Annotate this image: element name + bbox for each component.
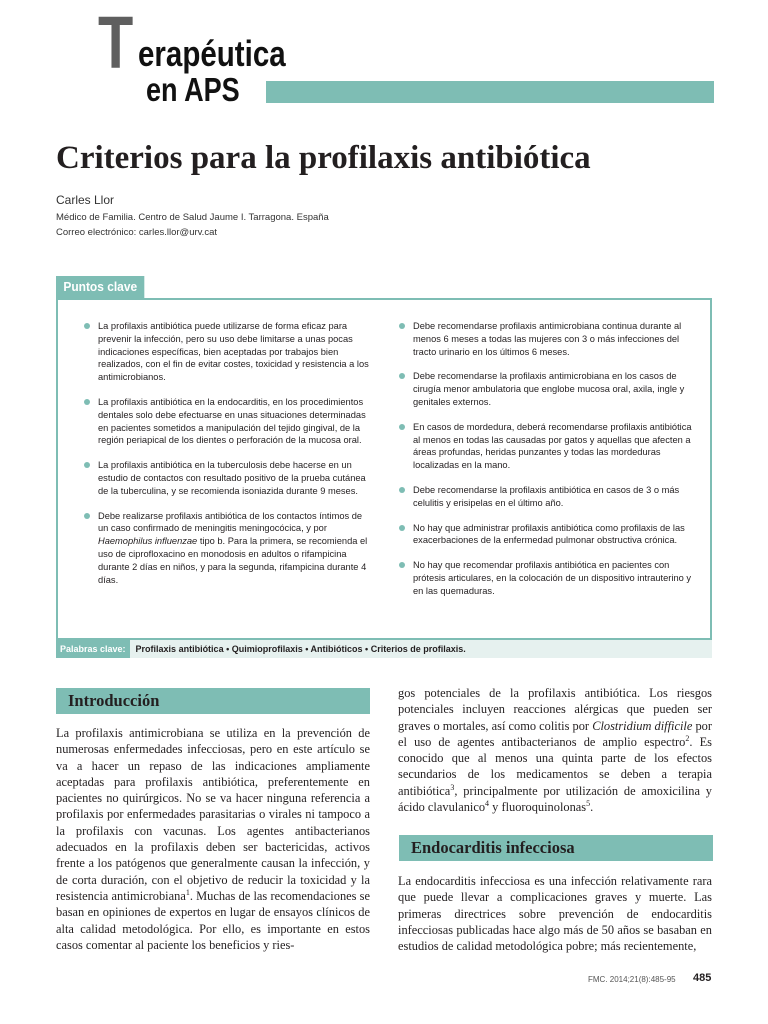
endocarditis-paragraph: La endocarditis infecciosa es una infección relativamente rara que puede llevar a complicaciones graves y muerte. Las primeras directrices sobre prevención de endocarditis infecciosas publicadas hace algo más de 50 años se basaban en estudios de calidad metodológica pobre; más recientemente,	[398, 874, 712, 954]
body-text: .	[590, 800, 594, 815]
body-text: gos potenciales de la profilaxis antibiótica. Los riesgos potenciales incluyen reacciones alérgicas que pueden ser graves o mortales, así como colitis por	[398, 686, 712, 733]
body-text: por el uso de agentes antibacterianos de amplio espectro	[398, 718, 713, 749]
bullet-icon	[399, 424, 405, 430]
key-point-item	[84, 320, 369, 384]
key-points-left-column	[84, 320, 369, 598]
bullet-icon	[399, 323, 405, 329]
bullet-icon	[84, 323, 90, 329]
masthead-accent-bar	[266, 81, 714, 103]
key-point-item	[399, 559, 699, 597]
reference-mark: 1	[185, 887, 190, 897]
intro-text: La profilaxis antimicrobiana se utiliza en la prevención de numerosas enfermedades infecciosas, pero en este artículo se va a hacer un repaso de las indicaciones ampliamente aceptadas para profilaxis antibiótica, preferentemente en pacientes no quirúrgicos. No se va hacer ninguna referencia a profilaxis por enfermedades parasitarias o virales ni tampoco a la profilaxis con vacunas. Los agentes antibacterianos adecuados en la profilaxis deben ser bactericidas, activos frente a los patógenos que generalmente causan la infección, y de corta duración, con el objetivo de reducir la toxicidad y la resistencia antimicrobiana	[56, 726, 370, 903]
intro-paragraph	[56, 725, 370, 953]
key-point-item	[399, 522, 699, 548]
masthead-line1: erapéutica	[138, 33, 286, 74]
key-point-item	[399, 484, 699, 510]
author-email: Correo electrónico: carles.llor@urv.cat	[56, 227, 217, 238]
key-point-item	[399, 421, 699, 472]
bullet-icon	[84, 513, 90, 519]
key-point-text: Debe realizarse profilaxis antibiótica de los contactos íntimos de un caso confirmado de meningitis meningocócica, y por	[98, 510, 363, 534]
key-point-text: Debe recomendarse la profilaxis antimicrobiana en los casos de cirugía menor ambulatoria que englobe mucosa oral, axila, ingle y genitales externos.	[413, 371, 685, 407]
reference-mark: 3	[450, 782, 455, 792]
author-affiliation: Médico de Familia. Centro de Salud Jaume I. Tarragona. España	[56, 212, 329, 223]
reference-mark: 4	[485, 798, 490, 808]
masthead-initial: T	[98, 1, 134, 84]
key-point-text: Debe recomendarse profilaxis antimicrobiana continua durante al menos 6 meses a todas las mujeres con 3 o más infecciones del tracto urinario en los últimos 6 meses.	[413, 321, 682, 357]
species-name: Clostridium difficile	[592, 718, 693, 733]
key-point-item	[84, 459, 369, 497]
key-point-text: No hay que administrar profilaxis antibiótica como profilaxis de las exacerbaciones de la enfermedad pulmonar obstructiva crónica.	[413, 522, 685, 546]
bullet-icon	[399, 373, 405, 379]
species-name: Haemophilus influenzae	[98, 536, 198, 547]
key-point-item	[84, 510, 369, 587]
keywords-band	[56, 640, 712, 658]
key-points-heading: Puntos clave	[56, 276, 145, 298]
body-text: , principalmente por utilización de amoxicilina y ácido clavulanico	[398, 783, 712, 815]
bullet-icon	[399, 562, 405, 568]
key-point-item	[399, 320, 699, 358]
article-author: Carles Llor	[56, 193, 115, 207]
journal-masthead	[98, 1, 718, 110]
key-point-text: tipo b. Para la primera, se recomienda el uso de ciprofloxacino en monodosis en adultos o rifampicina durante 2 días en niños, y para la segunda, rifampicina durante 4 días.	[98, 536, 368, 585]
page-number: 485	[693, 972, 712, 984]
article-title: Criterios para la profilaxis antibiótica	[56, 140, 591, 176]
key-point-text: Debe recomendarse la profilaxis antibiótica en casos de 3 o más celulitis y erisipelas en el último año.	[413, 484, 680, 508]
key-point-text: La profilaxis antibiótica en la endocarditis, en los procedimientos dentales solo debe efectuarse en unas situaciones determinadas en pacientes sometidos a manipulación del tejido gingival, de la región periapical de los dientes o perforación de la mucosa oral.	[98, 396, 366, 446]
bullet-icon	[84, 462, 90, 468]
intro-text-cont: . Muchas de las recomendaciones se basan en opiniones de expertos en lugar de ensayos clínicos de alta calidad metodológica. Por ello, es importante en estos casos comentar al paciente los beneficios y ries-	[56, 888, 370, 952]
key-point-text: En casos de mordedura, deberá recomendarse profilaxis antibiótica al menos en todas las causadas por gatos y aquellas que afecten a áreas profundas, heridas punzantes y todas las mordeduras localizadas en la mano.	[413, 421, 692, 471]
bullet-icon	[399, 487, 405, 493]
keywords-label: Palabras clave:	[56, 640, 130, 658]
section-heading-endocarditis: Endocarditis infecciosa	[399, 835, 713, 861]
reference-mark: 2	[685, 733, 690, 743]
intro-continuation-paragraph	[398, 685, 712, 815]
key-point-text: No hay que recomendar profilaxis antibiótica en pacientes con prótesis articulares, en la colocación de un dispositivo intrauterino y en las quemaduras.	[413, 560, 692, 596]
journal-citation: FMC. 2014;21(8):485-95	[588, 975, 676, 984]
bullet-icon	[399, 525, 405, 531]
bullet-icon	[84, 399, 90, 405]
body-text: . Es conocido que al menos una quinta parte de los efectos secundarios de los medicamentos se deben a terapia antibiótica	[398, 734, 712, 798]
key-point-text: La profilaxis antibiótica puede utilizarse de forma eficaz para prevenir la infección, pero su uso debe limitarse a unas pocas indicaciones específicas, bien aceptadas por trabajos bien realizados, con el fin de evitar costes, toxicidad y resistencia a los antimicrobianos.	[98, 321, 369, 383]
key-point-item	[84, 396, 369, 447]
key-point-text: La profilaxis antibiótica en la tuberculosis debe hacerse en un estudio de contactos con resultado positivo de la prueba cutánea de la tuberculina, y se recomienda isoniazida durante 9 meses.	[98, 460, 366, 496]
masthead-line2: en APS	[146, 71, 240, 108]
key-points-right-column	[399, 320, 699, 610]
keywords-list: Profilaxis antibiótica • Quimioprofilaxis • Antibióticos • Criterios de profilaxis.	[135, 644, 466, 654]
body-text: y fluoroquinolonas	[489, 800, 587, 815]
reference-mark: 5	[586, 798, 591, 808]
section-heading-intro: Introducción	[56, 688, 370, 714]
key-point-item	[399, 370, 699, 408]
